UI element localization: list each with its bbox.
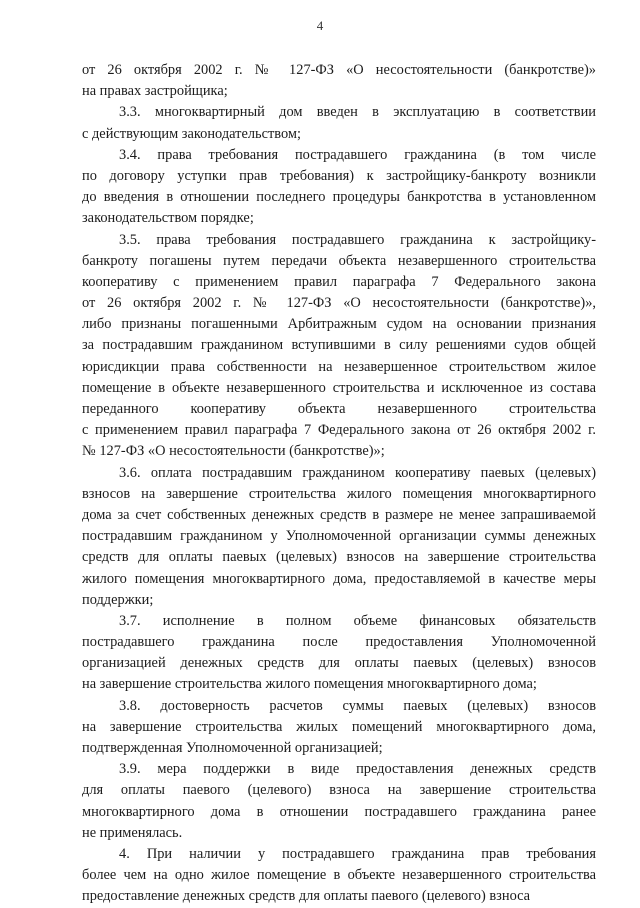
paragraph (82, 759, 596, 844)
text-line: от 26 октября 2002 г. № 127-ФЗ «О несостоятельности (банкротстве)» (82, 62, 596, 78)
paragraph (82, 696, 596, 760)
text-line: на завершение строительства жилого помещения многоквартирного дома; (82, 676, 537, 693)
text-line: пострадавшим гражданином у Уполномоченной организации суммы денежных (82, 528, 596, 545)
text-line: либо признаны погашенными Арбитражным судом на основании признания (82, 316, 596, 333)
text-line: кооперативу с применением правил параграфа 7 Федерального закона (82, 273, 596, 290)
paragraph (82, 60, 596, 102)
text-line: 3.5. права требования пострадавшего гражданина к застройщику- (119, 231, 596, 248)
text-line: с применением правил параграфа 7 Федерального закона от 26 октября 2002 г. (82, 422, 596, 439)
text-line: законодательством порядке; (82, 210, 254, 227)
text-line: банкроту погашены путем передачи объекта незавершенного строительства (82, 252, 596, 269)
text-line: № 127-ФЗ «О несостоятельности (банкротстве)»; (82, 443, 385, 460)
text-line: средств для оплаты паевых (целевых) взносов на завершение строительства (82, 549, 596, 566)
text-line: 3.6. оплата пострадавшим гражданином кооперативу паевых (целевых) (119, 464, 596, 481)
paragraph (82, 463, 596, 611)
text-line: с действующим законодательством; (82, 125, 301, 142)
text-line: взносов на завершение строительства жилого помещения многоквартирного (82, 485, 596, 502)
paragraph (82, 230, 596, 463)
text-line: 3.4. права требования пострадавшего гражданина (в том числе (119, 146, 596, 163)
text-line: на завершение строительства жилых помещений многоквартирного дома, (82, 718, 596, 735)
text-line: переданного кооперативу объекта незавершенного строительства (82, 401, 596, 417)
text-line: до введения в отношении последнего процедуры банкротства в установленном (82, 189, 596, 206)
text-line: от 26 октября 2002 г. № 127-ФЗ «О несостоятельности (банкротстве)», (82, 295, 596, 312)
page-number: 4 (316, 18, 324, 33)
text-line: многоквартирного дома в отношении пострадавшего гражданина ранее (82, 803, 596, 820)
paragraph (82, 844, 596, 908)
text-line: помещение в объекте незавершенного строительства и исключенное из состава (82, 379, 596, 396)
text-line: не применялась. (82, 824, 183, 841)
text-line: 3.9. мера поддержки в виде предоставления денежных средств (119, 761, 596, 778)
text-line: юрисдикции права собственности на незавершенное строительством жилое (82, 358, 596, 375)
text-line: дома за счет собственных денежных средств в размере не менее запрашиваемой (82, 506, 596, 523)
paragraph (82, 145, 596, 230)
text-line: пострадавшего гражданина после предоставления Уполномоченной (82, 634, 596, 651)
text-line: более чем на одно жилое помещение в объекте незавершенного строительства (82, 867, 596, 884)
text-line: для оплаты паевого (целевого) взноса на завершение строительства (82, 782, 596, 799)
text-line: по договору уступки прав требования) к застройщику-банкроту возникли (82, 167, 596, 184)
text-line: поддержки; (82, 591, 154, 608)
paragraph (82, 611, 596, 696)
text-line: за пострадавшим гражданином вступившими в силу решениями судов общей (82, 337, 596, 354)
text-line: подтвержденная Уполномоченной организацией; (82, 740, 383, 756)
text-line: организацией денежных средств для оплаты паевых (целевых) взносов (82, 655, 596, 672)
text-line: 3.7. исполнение в полном объеме финансовых обязательств (119, 612, 596, 629)
text-line: 3.3. многоквартирный дом введен в эксплуатацию в соответствии (119, 104, 596, 121)
text-line: 4. При наличии у пострадавшего гражданина прав требования (119, 845, 596, 862)
text-line: жилого помещения многоквартирного дома, предоставляемой в качестве меры (82, 570, 596, 587)
text-line: на правах застройщика; (82, 83, 228, 100)
paragraph (82, 102, 596, 144)
text-line: 3.8. достоверность расчетов суммы паевых (целевых) взносов (119, 697, 596, 714)
text-line: предоставление денежных средств для оплаты паевого (целевого) взноса (82, 888, 531, 905)
document-body (82, 60, 596, 908)
